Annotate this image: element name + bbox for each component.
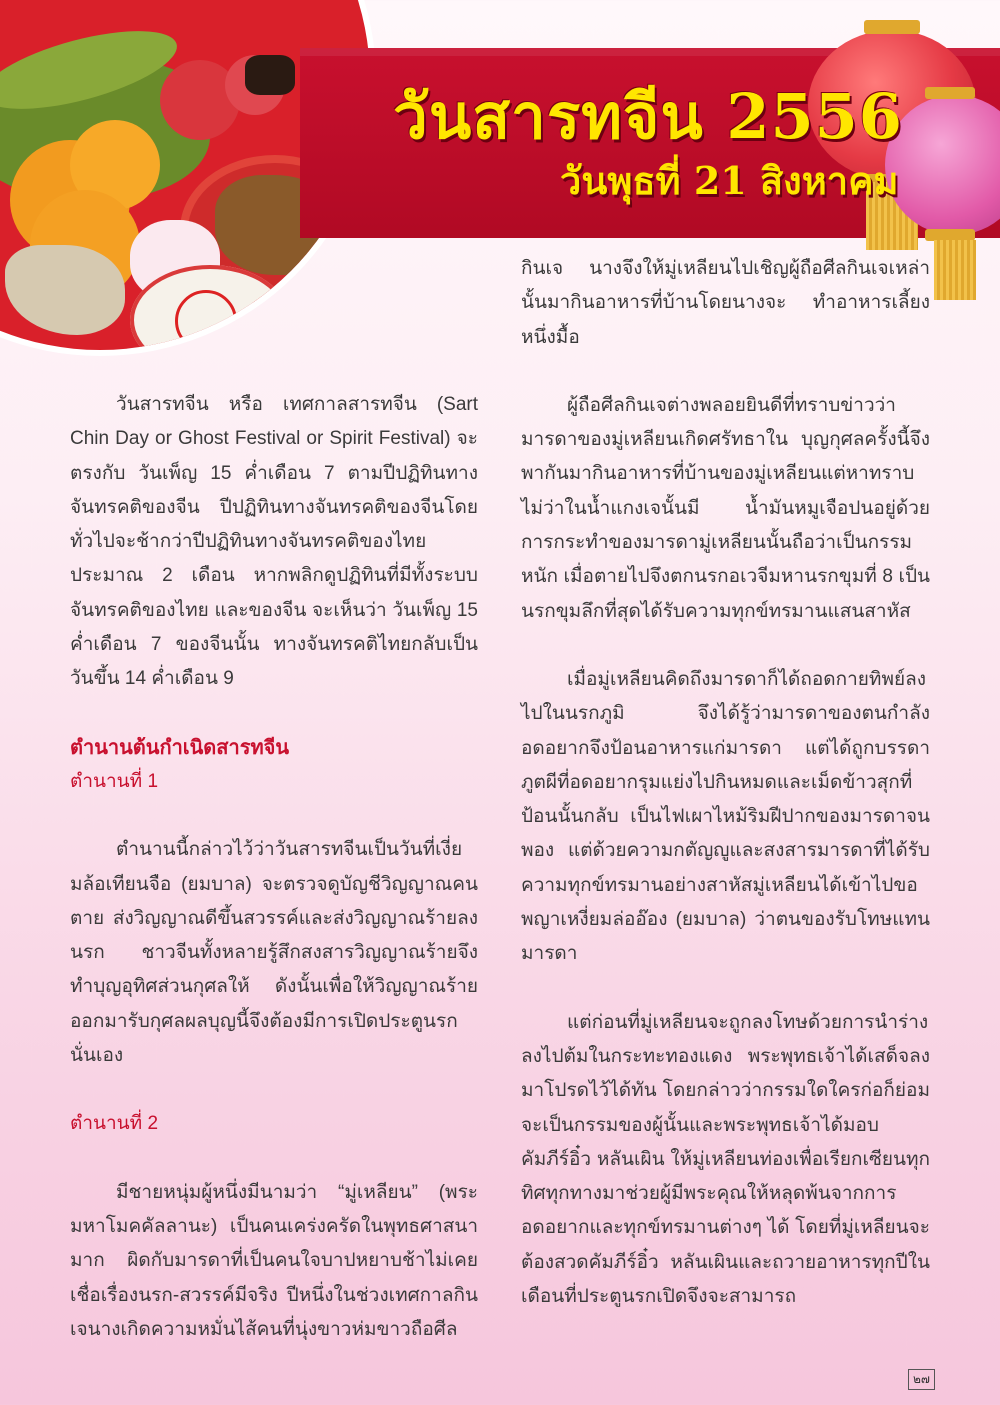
- legend2-title: ตำนานที่ 2: [70, 1113, 159, 1135]
- page-number: ๒๗: [908, 1369, 935, 1390]
- right-paragraph-4: แต่ก่อนที่มู่เหลียนจะถูกลงโทษด้วยการนำร่างลงไปต้มในกระทะทองแดง พระพุทธเจ้าได้เสด็จลงมาโปรดไว้ได้ทัน โดยกล่าวว่ากรรมใดใครก่อก็ย่อมจะเป็นกรรมของผู้นั้นและพระพุทธเจ้าได้มอบ คัมภีร์อิ๋ว หลันเผิน ให้มู่เหลียนท่องเพื่อเรียกเซียนทุกทิศทุกทางมาช่วยผู้มีพระคุณให้หลุดพ้นจากการอดอยากและทุกข์ทรมานต่างๆ ได้ โดยที่มู่เหลียนจะต้องสวดคัมภีร์อิ๋ว หลันเผินและถวายอาหารทุกปีในเดือนที่ประตูนรกเปิดจึงจะสามารถ: [521, 1011, 930, 1308]
- intro-paragraph: วันสารทจีน หรือ เทศกาลสารทจีน (Sart Chin Day or Ghost Festival or Spirit Festival) จะตรงกับ วันเพ็ญ 15 ค่ำเดือน 7 ตามปีปฏิทินทางจันทรคติของจีน ปีปฏิทินทางจันทรคติของจีนโดยทั่วไปจะช้ากว่าปีปฏิทินทางจันทรคติของไทยประมาณ 2 เดือน หากพลิกดูปฏิทินที่มีทั้งระบบจันทรคติของไทย และของจีน จะเห็นว่า วันเพ็ญ 15 ค่ำเดือน 7 ของจีนนั้น ทางจันทรคติไทยกลับเป็น วันขึ้น 14 ค่ำเดือน 9: [70, 394, 478, 690]
- section-heading: ตำนานต้นกำเนิดสารทจีน: [70, 736, 290, 759]
- legend2-paragraph: มีชายหนุ่มผู้หนึ่งมีนามว่า “มู่เหลียน” (พระมหาโมคคัลลานะ) เป็นคนเคร่งครัดในพุทธศาสนามาก ผิดกับมารดาที่เป็นคนใจบาปหยาบช้าไม่เคยเชื่อเรื่องนรก-สวรรค์มีจริง ปีหนึ่งในช่วงเทศกาลกินเจนางเกิดความหมั่นไส้คนที่นุ่งขาวห่มขาวถือศีล: [70, 1181, 478, 1340]
- legend1-paragraph: ตำนานนี้กล่าวไว้ว่าวันสารทจีนเป็นวันที่เงี่ยมล้อเทียนจือ (ยมบาล) จะตรวจดูบัญชีวิญญาณคนตาย ส่งวิญญาณดีขึ้นสวรรค์และส่งวิญญาณร้ายลงนรก ชาวจีนทั้งหลายรู้สึกสงสารวิญญาณร้ายจึงทำบุญอุทิศส่วนกุศลให้ ดังนั้นเพื่อให้วิญญาณร้ายออกมารับกุศลผลบุญนี้จึงต้องมีการเปิดประตูนรกนั่นเอง: [70, 839, 478, 1067]
- right-paragraph-2: ผู้ถือศีลกินเจต่างพลอยยินดีที่ทราบข่าวว่ามารดาของมู่เหลียนเกิดศรัทธาใน บุญกุศลครั้งนี้จึงพากันมากินอาหารที่บ้านของมู่เหลียนแต่หาทราบไม่ว่าในน้ำแกงเจนั้นมี น้ำมันหมูเจือปนอยู่ด้วย การกระทำของมารดามู่เหลียนนั้นถือว่าเป็นกรรมหนัก เมื่อตายไปจึงตกนรกอเวจีมหานรกขุมที่ 8 เป็นนรกขุมลึกที่สุดได้รับความทุกข์ทรมานแสนสาหัส: [521, 394, 930, 622]
- right-paragraph-3: เมื่อมู่เหลียนคิดถึงมารดาก็ได้ถอดกายทิพย์ลงไปในนรกภูมิ จึงได้รู้ว่ามารดาของตนกำลังอดอยากจึงป้อนอาหารแก่มารดา แต่ได้ถูกบรรดาภูตผีที่อดอยากรุมแย่งไปกินหมดและเม็ดข้าวสุกที่ป้อนนั้นกลับ เป็นไฟเผาไหม้ริมฝีปากของมารดาจนพอง แต่ด้วยความกตัญญูและสงสารมารดาที่ได้รับความทุกข์ทรมานอย่างสาหัสมู่เหลียนได้เข้าไปขอพญาเหงี่ยมล่ออ๊อง (ยมบาล) ว่าตนของรับโทษแทนมารดา: [521, 668, 930, 965]
- page-title: วันสารทจีน 2556: [393, 80, 903, 153]
- left-column: [70, 388, 478, 1381]
- right-paragraph-1: กินเจ นางจึงให้มู่เหลียนไปเชิญผู้ถือศีลกินเจเหล่านั้นมากินอาหารที่บ้านโดยนางจะ ทำอาหารเลี้ยงหนึ่งมื้อ: [521, 258, 930, 348]
- lantern-tassel-icon: [934, 240, 976, 300]
- right-column: [521, 252, 930, 1348]
- legend1-title: ตำนานที่ 1: [70, 770, 159, 792]
- festival-date: วันพุธที่ 21 สิงหาคม: [560, 158, 899, 203]
